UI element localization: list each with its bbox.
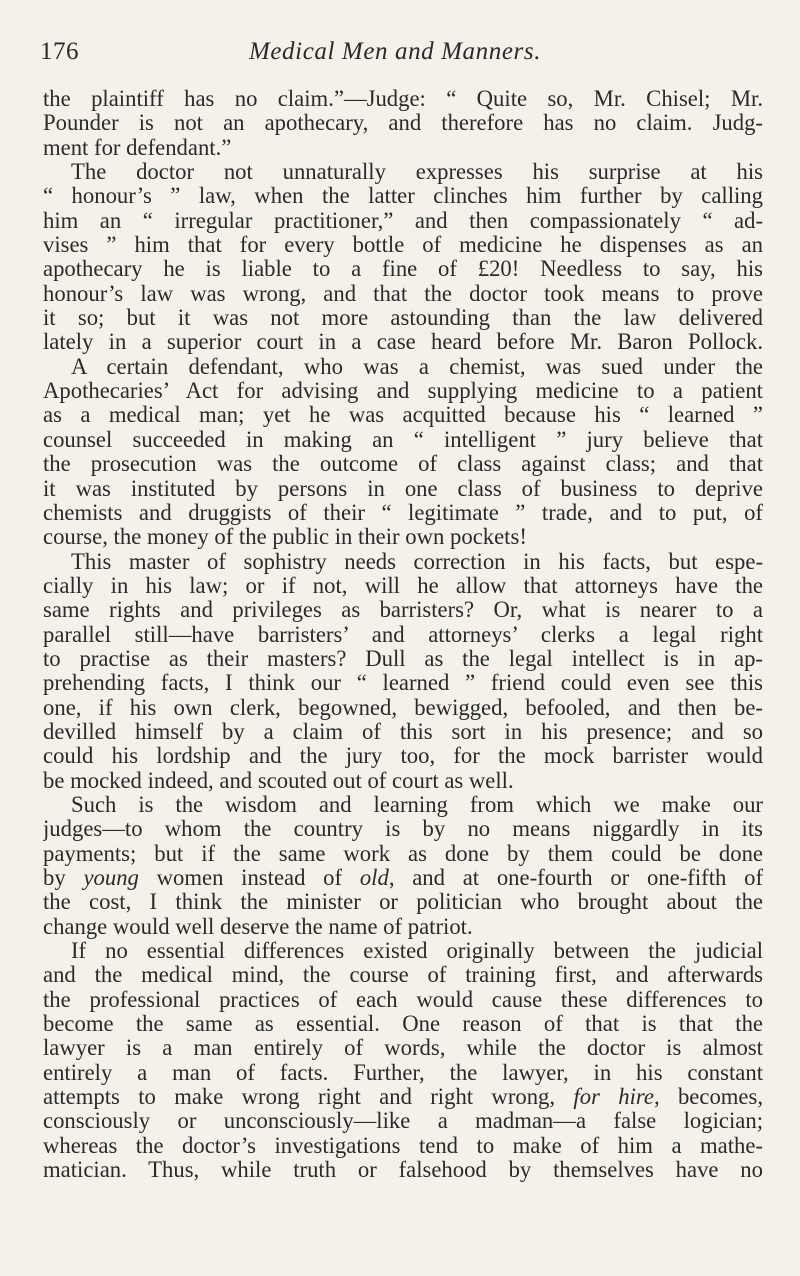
text-line: as a medical man; yet he was acquitted because his “ learned ” <box>43 403 763 428</box>
text-line: and the medical mind, the course of training first, and afterwards <box>43 963 763 988</box>
text-line: cially in his law; or if not, will he allow that attorneys have the <box>43 573 763 598</box>
running-title: Medical Men and Manners. <box>248 38 542 65</box>
text-line: whereas the doctor’s investigations tend to make of him a mathe- <box>43 1133 763 1158</box>
text-line: prehending facts, I think our “ learned ” friend could even see this <box>43 671 763 696</box>
text-line: Pounder is not an apothecary, and therefore has no claim. Judg- <box>43 111 763 136</box>
text-line: The doctor not unnaturally expresses his surprise at his <box>71 160 763 185</box>
text-line: consciously or unconsciously—like a madman—a false logician; <box>43 1109 763 1134</box>
text-line: Apothecaries’ Act for advising and supplying medicine to a patient <box>43 379 763 404</box>
text-line: the plaintiff has no claim.”—Judge: “ Quite so, Mr. Chisel; Mr. <box>43 87 763 111</box>
text-line: it was instituted by persons in one class of business to deprive <box>43 476 763 501</box>
text-line: parallel still—have barristers’ and attorneys’ clerks a legal right <box>43 622 763 647</box>
text-line: matician. Thus, while truth or falsehood by themselves have no <box>43 1158 763 1183</box>
text-line: lawyer is a man entirely of words, while the doctor is almost <box>43 1036 763 1061</box>
text-line: be mocked indeed, and scouted out of court as well. <box>43 768 514 793</box>
body-text <box>43 87 763 1182</box>
text-line: to practise as their masters? Dull as the legal intellect is in ap- <box>43 646 763 671</box>
text-line: become the same as essential. One reason of that is that the <box>43 1012 763 1037</box>
text-line: honour’s law was wrong, and that the doctor took means to prove <box>43 281 763 306</box>
text-line: it so; but it was not more astounding than the law delivered <box>43 306 763 331</box>
text-line: devilled himself by a claim of this sort in his presence; and so <box>43 719 763 744</box>
text-line: counsel succeeded in making an “ intelligent ” jury believe that <box>43 427 763 452</box>
text-line: same rights and privileges as barristers? Or, what is nearer to a <box>43 598 763 623</box>
text-line: course, the money of the public in their own pockets! <box>43 525 527 550</box>
text-line: the cost, I think the minister or politician who brought about the <box>43 890 763 915</box>
text-line: payments; but if the same work as done by them could be done <box>43 841 763 866</box>
text-line: This master of sophistry needs correction in his facts, but espe- <box>71 549 763 574</box>
text-line: the prosecution was the outcome of class against class; and that <box>43 452 763 477</box>
text-line: chemists and druggists of their “ legitimate ” trade, and to put, of <box>43 500 763 525</box>
text-line: attempts to make wrong right and right wrong, for hire, becomes, <box>43 1085 763 1110</box>
text-line: apothecary he is liable to a fine of £20! Needless to say, his <box>43 257 763 282</box>
text-line: by young women instead of old, and at one-fourth or one-fifth of <box>43 866 763 890</box>
text-line: A certain defendant, who was a chemist, was sued under the <box>71 354 763 379</box>
text-line: change would well deserve the name of patriot. <box>43 914 473 939</box>
page-header <box>40 38 750 78</box>
text-line: ment for defendant.” <box>43 135 232 160</box>
text-line: could his lordship and the jury too, for the mock barrister would <box>43 744 763 769</box>
text-line: lately in a superior court in a case heard before Mr. Baron Pollock. <box>43 330 763 355</box>
page-number: 176 <box>40 38 79 65</box>
text-line: one, if his own clerk, begowned, bewigged, befooled, and then be- <box>43 695 763 720</box>
text-line: “ honour’s ” law, when the latter clinches him further by calling <box>43 184 763 209</box>
text-line: Such is the wisdom and learning from which we make our <box>71 792 763 817</box>
text-line: the professional practices of each would cause these differences to <box>43 987 763 1012</box>
text-line: him an “ irregular practitioner,” and then compassionately “ ad- <box>43 208 763 233</box>
text-line: If no essential differences existed originally between the judicial <box>71 939 763 964</box>
text-line: vises ” him that for every bottle of medicine he dispenses as an <box>43 233 763 258</box>
text-line: entirely a man of facts. Further, the lawyer, in his constant <box>43 1060 763 1085</box>
text-line: judges—to whom the country is by no means niggardly in its <box>43 817 763 842</box>
